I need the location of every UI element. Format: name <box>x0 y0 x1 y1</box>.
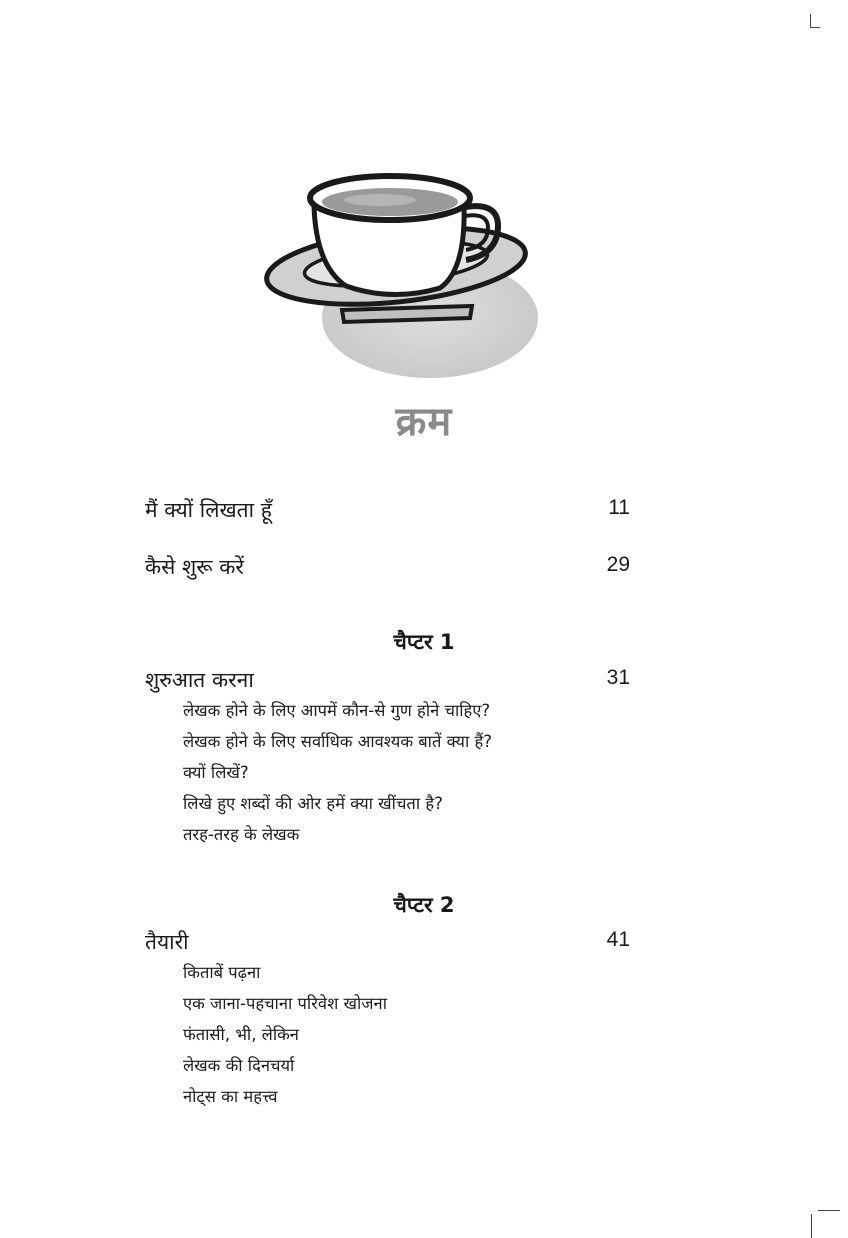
subsection-item: एक जाना-पहचाना परिवेश खोजना <box>183 994 387 1013</box>
crop-mark-top-right <box>810 14 811 28</box>
subsection-item: लेखक की दिनचर्या <box>183 1056 295 1075</box>
subsection-item: तरह-तरह के लेखक <box>183 825 300 844</box>
subsection-item: क्यों लिखें? <box>183 763 249 782</box>
subsection-item: फंतासी, भी, लेकिन <box>183 1025 299 1044</box>
toc-entry-title: शुरुआत करना <box>145 668 254 692</box>
chapter-heading: चैप्टर 2 <box>393 893 455 917</box>
toc-entry[interactable] <box>145 553 630 583</box>
subsection-item: लेखक होने के लिए सर्वाधिक आवश्यक बातें क्या हैं? <box>183 732 493 751</box>
toc-entry-page: 41 <box>606 928 630 951</box>
toc-entry-page: 11 <box>608 496 630 519</box>
toc-title: क्रम <box>395 399 453 445</box>
subsection-item: लेखक होने के लिए आपमें कौन-से गुण होने चाहिए? <box>183 701 491 720</box>
crop-mark-bottom-right-h <box>818 1210 840 1211</box>
teacup-saucer-icon <box>262 170 544 382</box>
crop-mark-bottom-right <box>811 1214 812 1238</box>
toc-entry[interactable] <box>145 666 630 696</box>
toc-entry-title: तैयारी <box>145 930 189 954</box>
toc-entry-page: 29 <box>606 553 630 576</box>
subsection-item: किताबें पढ़ना <box>183 963 261 982</box>
subsection-list <box>183 699 492 854</box>
crop-mark-top-right-h <box>810 27 820 28</box>
chapter-heading: चैप्टर 1 <box>393 630 455 654</box>
subsection-list <box>183 961 387 1116</box>
toc-entry-page: 31 <box>606 666 630 689</box>
subsection-item: लिखे हुए शब्दों की ओर हमें क्या खींचता है? <box>183 794 443 813</box>
toc-entry-title: मैं क्यों लिखता हूँ <box>145 498 272 522</box>
toc-entry[interactable] <box>145 928 630 958</box>
toc-entry-title: कैसे शुरू करें <box>145 555 244 579</box>
toc-entry[interactable] <box>145 496 630 526</box>
subsection-item: नोट्स का महत्त्व <box>183 1087 278 1106</box>
